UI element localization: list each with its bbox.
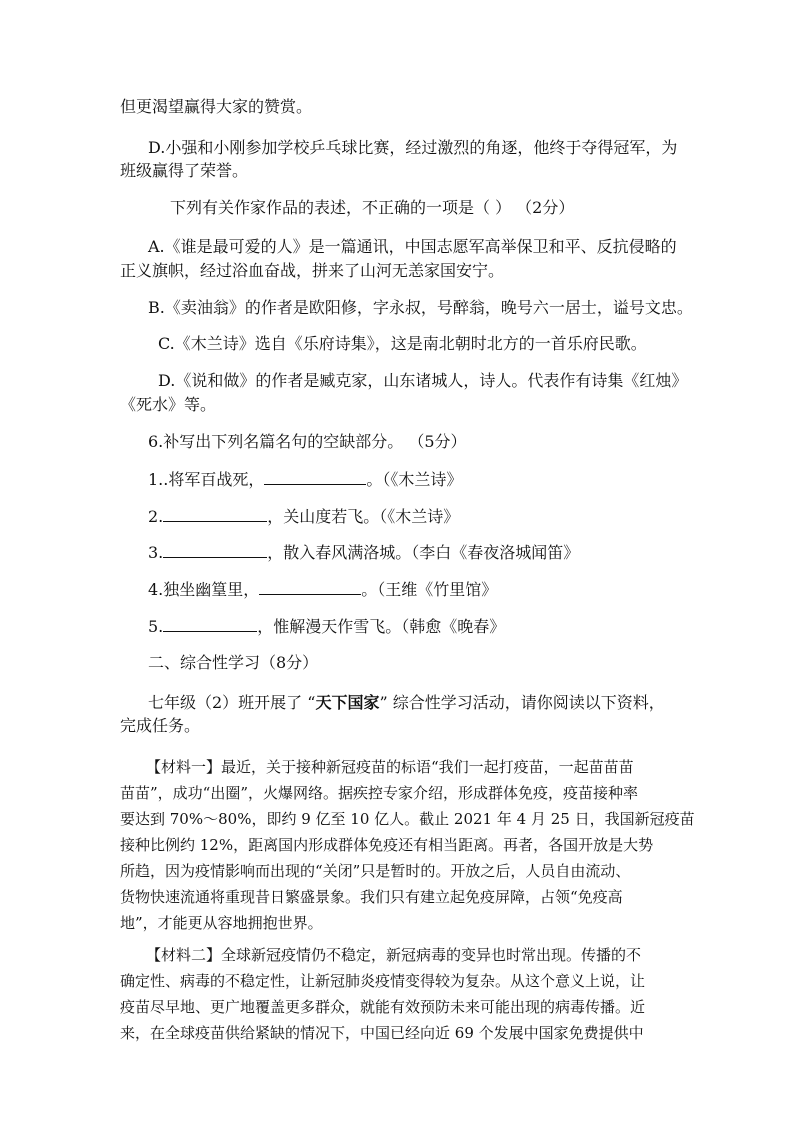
answer-blank-2[interactable] xyxy=(163,505,267,522)
fill-blank-4-prefix: 4.独坐幽篁里， xyxy=(148,580,260,599)
material-2-line-2: 确定性、病毒的不稳定性，让新冠肺炎疫情变得较为复杂。从这个意义上说，让 xyxy=(120,972,646,990)
fill-blank-1-suffix: 。（《木兰诗》 xyxy=(366,470,463,489)
material-1-line-3: 要达到 70%～80%，即约 9 亿至 10 亿人。截止 2021 年 4 月 25 日，我国新冠疫苗 xyxy=(120,810,695,828)
option-d2-line-2: 《死水》等。 xyxy=(120,395,217,414)
fill-blank-5 xyxy=(148,615,505,638)
answer-blank-1[interactable] xyxy=(264,468,366,485)
material-1-line-7: 地”，才能更从容地拥抱世界。 xyxy=(120,914,323,932)
material-1-line-4: 接种比例约 12%，距离国内形成群体免疫还有相当距离。再者，各国开放是大势 xyxy=(120,836,654,854)
material-1-line-6: 货物快速流通将重现昔日繁盛景象。我们只有建立起免疫屏障，占领“免疫高 xyxy=(120,888,623,906)
answer-blank-3[interactable] xyxy=(163,541,267,558)
material-2-line-1: 【材料二】全球新冠疫情仍不稳定，新冠病毒的变异也时常出现。传播的不 xyxy=(146,946,642,964)
material-2-line-4: 来，在全球疫苗供给紧缺的情况下，中国已经向近 69 个发展中国家免费提供中 xyxy=(120,1024,644,1042)
fill-blank-3-prefix: 3. xyxy=(148,543,164,562)
material-1-line-5: 所趋，因为疫情影响而出现的“关闭”只是暂时的。开放之后，人员自由流动、 xyxy=(120,862,631,880)
activity-intro-text-2: ” 综合性学习活动，请你阅读以下资料， xyxy=(379,693,665,712)
option-d2-line-1: D.《说和做》的作者是臧克家，山东诸城人，诗人。代表作有诗集《红烛》 xyxy=(158,371,688,390)
answer-blank-4[interactable] xyxy=(259,578,361,595)
activity-intro-line-2: 完成任务。 xyxy=(120,716,201,735)
fill-blank-3 xyxy=(148,541,579,564)
fill-blank-2-prefix: 2. xyxy=(148,507,164,526)
fill-blank-5-prefix: 5. xyxy=(148,617,164,636)
option-a-line-2: 正义旗帜，经过浴血奋战，拼来了山河无恙家国安宁。 xyxy=(120,261,505,280)
material-1-line-1: 【材料一】最近，关于接种新冠疫苗的标语“我们一起打疫苗，一起苗苗苗 xyxy=(146,758,634,776)
option-c-line: C.《木兰诗》选自《乐府诗集》，这是南北朝时北方的一首乐府民歌。 xyxy=(158,334,647,353)
fill-blank-4-suffix: 。（王维《竹里馆》 xyxy=(361,580,498,599)
fill-blank-2-suffix: ，关山度若飞。（《木兰诗》 xyxy=(267,507,460,526)
material-1-line-2: 苗苗”，成功“出圈”，火爆网络。据疾控专家介绍，形成群体免疫，疫苗接种率 xyxy=(120,784,639,802)
question-6-stem: 6.补写出下列名篇名句的空缺部分。 （5分） xyxy=(148,432,467,451)
fill-blank-1 xyxy=(148,468,462,491)
section-heading: 二、综合性学习（8分） xyxy=(148,653,319,672)
activity-intro-text: 七年级（2）班开展了 “ xyxy=(148,693,316,712)
fill-blank-3-suffix: ，散入春风满洛城。（李白《春夜洛城闻笛》 xyxy=(267,543,580,562)
fill-blank-5-suffix: ，惟解漫天作雪飞。（韩愈《晚春》 xyxy=(257,617,506,636)
option-d-line-2: 班级赢得了荣誉。 xyxy=(120,161,249,180)
fill-blank-4 xyxy=(148,578,497,601)
option-a-line-1: A.《谁是最可爱的人》是一篇通讯，中国志愿军高举保卫和平、反抗侵略的 xyxy=(148,237,677,256)
activity-intro-line-1 xyxy=(148,692,665,714)
activity-title: 天下国家 xyxy=(315,693,380,712)
fill-blank-1-prefix: 1..将军百战死， xyxy=(148,470,265,489)
option-d-line-1: D.小强和小刚参加学校乒乓球比赛，经过激烈的角逐，他终于夺得冠军，为 xyxy=(148,138,678,157)
answer-blank-5[interactable] xyxy=(163,615,257,632)
fill-blank-2 xyxy=(148,505,459,528)
option-b-line: B.《卖油翁》的作者是欧阳修，字永叔，号醉翁，晚号六一居士，谥号文忠。 xyxy=(148,298,693,317)
text-line: 但更渴望赢得大家的赞赏。 xyxy=(120,97,313,116)
material-2-line-3: 疫苗尽早地、更广地覆盖更多群众，就能有效预防未来可能出现的病毒传播。近 xyxy=(120,998,646,1016)
question-5-stem: 下列有关作家作品的表述，不正确的一项是（ ） （2分） xyxy=(170,198,575,217)
